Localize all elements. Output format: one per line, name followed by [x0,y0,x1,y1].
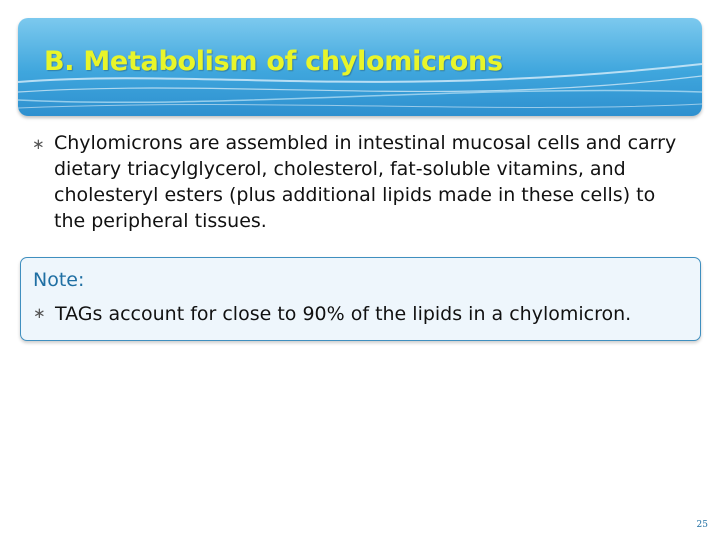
note-item [33,303,631,325]
bullet-text: Chylomicrons are assembled in intestinal mucosal cells and carry dietary triacylglycerol, cholesterol, fat-soluble vitamins, and cholesteryl esters (plus additional lipids made in these cells) to the peripheral tissues. [54,132,677,232]
slide-title: B. Metabolism of chylomicrons [44,46,503,77]
page-number: 25 [696,520,708,530]
asterisk-bullet-icon: ∗ [33,304,46,322]
title-band [18,18,702,116]
list-item [32,130,682,234]
note-box [20,257,701,341]
asterisk-bullet-icon: ∗ [32,135,45,153]
bullet-list [32,130,682,234]
note-text: TAGs account for close to 90% of the lipids in a chylomicron. [55,303,632,325]
note-heading: Note: [33,269,85,291]
